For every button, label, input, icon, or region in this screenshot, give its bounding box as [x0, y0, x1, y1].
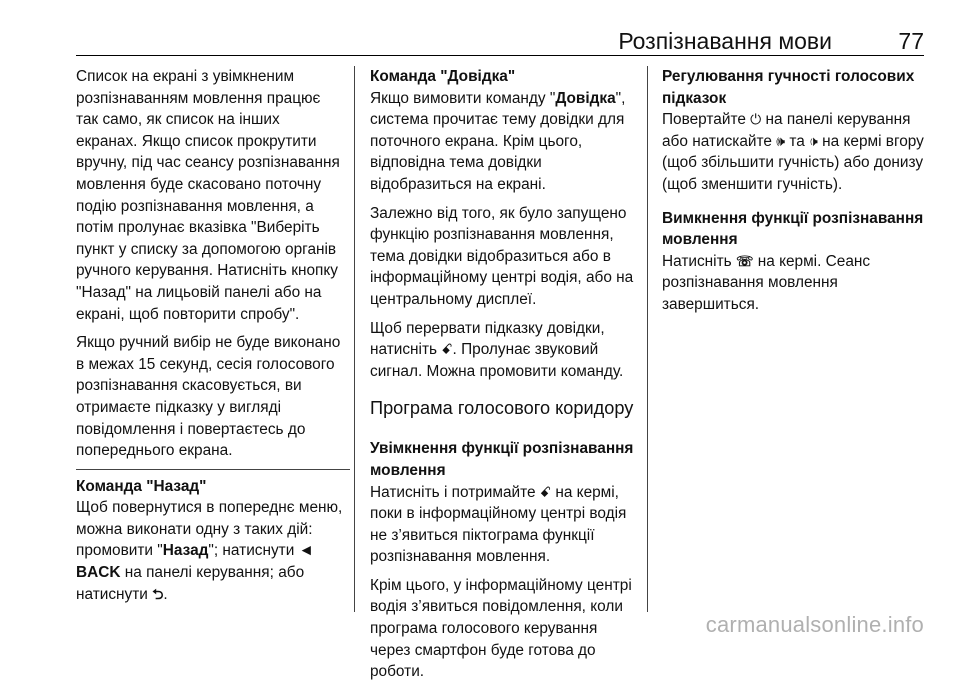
bold-term: Назад — [162, 542, 209, 560]
subheading-help-command: Команда "Довідка" — [370, 68, 516, 85]
subheading-disable-recognition: Вимкнення функції розпізнавання мовлення — [662, 209, 924, 249]
voice-command-icon: ꗃ — [441, 341, 453, 358]
paragraph: Натисніть і потримайте ꗃ на кермі, поки в інформаційному центрі водія не з’явиться піктограма функції розпізнавання мовлення. — [370, 483, 627, 566]
back-key-label: ◄ BACK — [76, 542, 314, 582]
paragraph: Крім цього, у інформаційному центрі водія з’явиться повідомлення, коли програма голосового керування через смартфон буде готова до роботи. — [370, 576, 632, 681]
column-left — [76, 66, 344, 612]
column-divider — [354, 66, 355, 612]
column-right — [662, 66, 924, 323]
hang-up-icon: ☏ — [735, 252, 754, 269]
paragraph: Натисніть ☏ на кермі. Сеанс розпізнавання мовлення завершиться. — [662, 252, 871, 313]
voice-command-icon: ꗃ — [539, 483, 552, 500]
paragraph: Якщо ручний вибір не буде виконано в межах 15 секунд, сесія голосового розпізнавання скасовується, ви отримаєте підказку у вигляді повідомлення і повертаєтесь до попереднього екрана. — [76, 334, 341, 460]
paragraph: Щоб перервати підказку довідки, натисніть ꗃ. Пролунає звуковий сигнал. Можна промовити команду. — [370, 319, 624, 380]
section-title: Програма голосового коридору — [370, 398, 634, 419]
page-title: Розпізнавання мови — [618, 28, 832, 54]
page-header — [76, 22, 924, 56]
return-arrow-icon: ⮌ — [152, 585, 164, 602]
subheading-volume: Регулювання гучності голосових підказок — [662, 68, 915, 107]
column-divider — [647, 66, 648, 612]
paragraph-back-command: Щоб повернутися в попереднє меню, можна виконати одну з таких дій: промовити "Назад"; натиснути ◄ BACK на панелі керування; або натиснути ⮌. — [76, 499, 343, 603]
subheading-enable-recognition: Увімкнення функції розпізнавання мовлення — [370, 440, 634, 479]
subheading-back-command: Команда "Назад" — [76, 477, 207, 495]
volume-up-icon: 🕪 — [776, 132, 786, 149]
paragraph: Залежно від того, як було запущено функцію розпізнавання мовлення, тема довідки відобразиться або в інформаційному центрі водія, або на центральному дисплеї. — [370, 204, 634, 308]
section-divider — [76, 469, 350, 470]
column-middle — [370, 66, 634, 690]
watermark: carmanualsonline.info — [705, 612, 924, 637]
page-number: 77 — [898, 28, 924, 54]
paragraph: Повертайте ⏻ на панелі керування або натискайте 🕪 та 🕩 на кермі вгору (щоб збільшити гучність) або донизу (щоб зменшити гучність). — [662, 111, 924, 193]
paragraph-help-command: Якщо вимовити команду "Довідка", система прочитає тему довідки для поточного екрана. Крім цього, відповідна тема довідки відобразиться на екрані. — [370, 89, 626, 193]
power-knob-icon: ⏻ — [750, 111, 762, 128]
volume-down-icon: 🕩 — [809, 132, 818, 149]
bold-term: Довідка — [555, 89, 616, 107]
paragraph: Список на екрані з увімкненим розпізнаванням мовлення працює так само, як список на інших екранах. Якщо список прокрутити вручну, під час сеансу розпізнавання мовлення буде скасовано поточну подію розпізнавання мовлення, а потім пролунає вказівка "Виберіть пункт у списку за допомогою органів ручного керування. Натисніть кнопку "Назад" на лицьовій панелі або на екрані, щоб повторити спробу". — [76, 68, 340, 323]
header-rule — [76, 55, 924, 56]
